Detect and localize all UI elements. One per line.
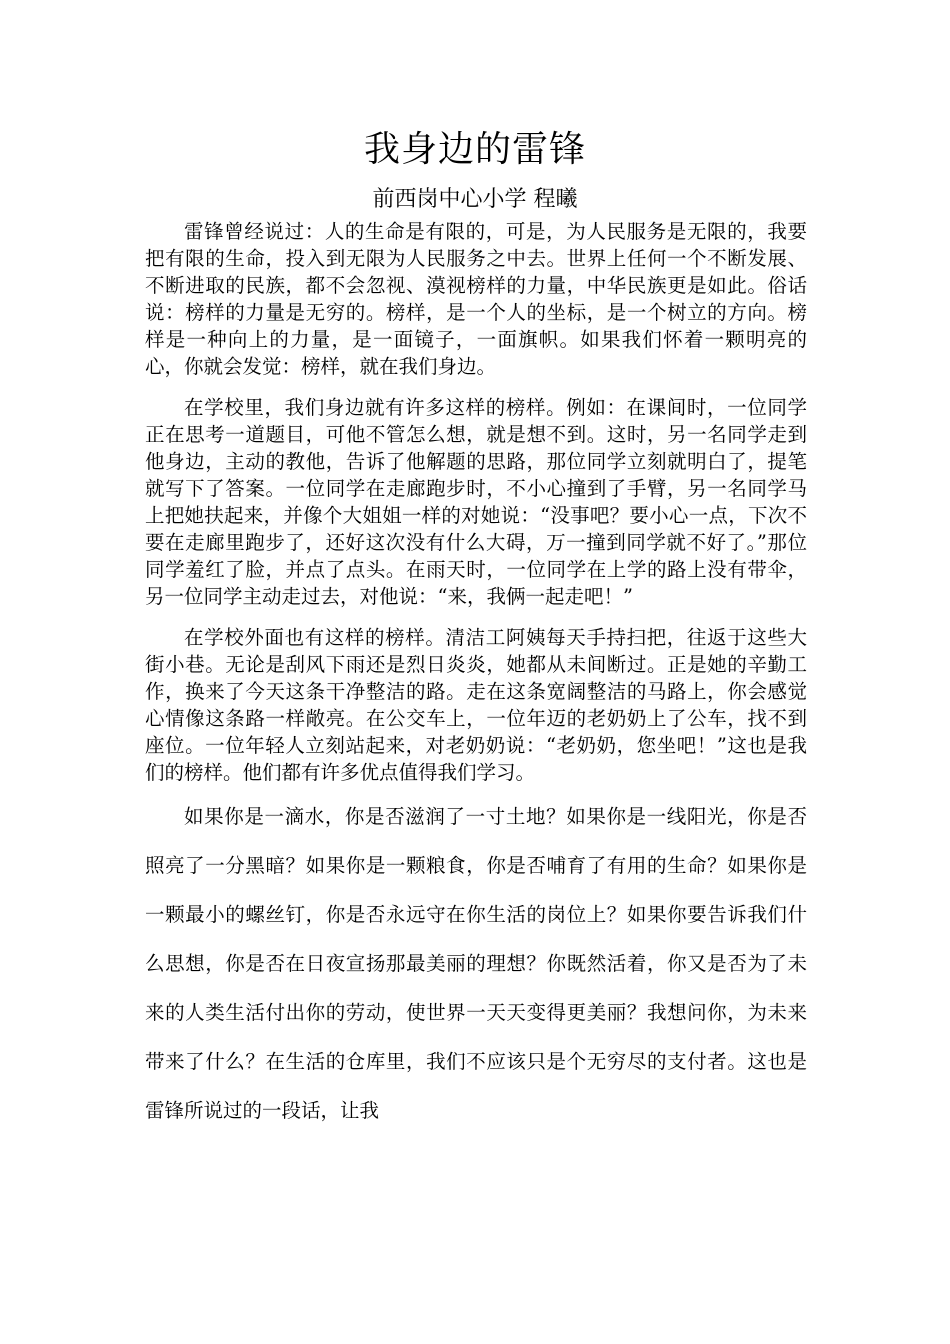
paragraph-2: 在学校里，我们身边就有许多这样的榜样。例如：在课间时，一位同学正在思考一道题目，可他不管怎么想，就是想不到。这时，另一名同学走到他身边，主动的教他，告诉了他解题的思路，那位同学立刻就明白了，提笔就写下了答案。一位同学在走廊跑步时，不小心撞到了手臂，另一名同学马上把她扶起来，并像个大姐姐一样的对她说：“没事吧？要小心一点，下次不要在走廊里跑步了，还好这次没有什么大碍，万一撞到同学就不好了。”那位同学羞红了脸，并点了点头。在雨天时，一位同学在上学的路上没有带伞，另一位同学主动走过去，对他说：“来，我俩一起走吧！” [145,396,807,608]
paragraph-1: 雷锋曾经说过：人的生命是有限的，可是，为人民服务是无限的，我要把有限的生命，投入到无限为人民服务之中去。世界上任何一个不断发展、不断进取的民族，都不会忽视、漠视榜样的力量，中华民族更是如此。俗话说：榜样的力量是无穷的。榜样，是一个人的坐标，是一个树立的方向。榜样是一种向上的力量，是一面镜子，一面旗帜。如果我们怀着一颗明亮的心，你就会发觉：榜样，就在我们身边。 [145,220,807,378]
paragraph-4: 如果你是一滴水，你是否滋润了一寸土地？如果你是一线阳光，你是否照亮了一分黑暗？如果你是一颗粮食，你是否哺育了有用的生命？如果你是一颗最小的螺丝钉，你是否永远守在你生活的岗位上？如果你要告诉我们什么思想，你是否在日夜宣扬那最美丽的理想？你既然活着，你又是否为了未来的人类生活付出你的劳动，使世界一天天变得更美丽？我想问你，为未来带来了什么？在生活的仓库里，我们不应该只是个无穷尽的支付者。这也是雷锋所说过的一段话，让我 [145,805,807,1122]
document-body [145,218,807,1135]
document-title: 我身边的雷锋 [363,129,586,170]
paragraph-3: 在学校外面也有这样的榜样。清洁工阿姨每天手持扫把，往返于这些大街小巷。无论是刮风下雨还是烈日炎炎，她都从未间断过。正是她的辛勤工作，换来了今天这条干净整洁的路。走在这条宽阔整洁的马路上，你会感觉心情像这条路一样敞亮。在公交车上，一位年迈的老奶奶上了公车，找不到座位。一位年轻人立刻站起来，对老奶奶说：“老奶奶，您坐吧！”这也是我们的榜样。他们都有许多优点值得我们学习。 [145,626,807,784]
document-author-line: 前西岗中心小学 程曦 [372,187,578,212]
